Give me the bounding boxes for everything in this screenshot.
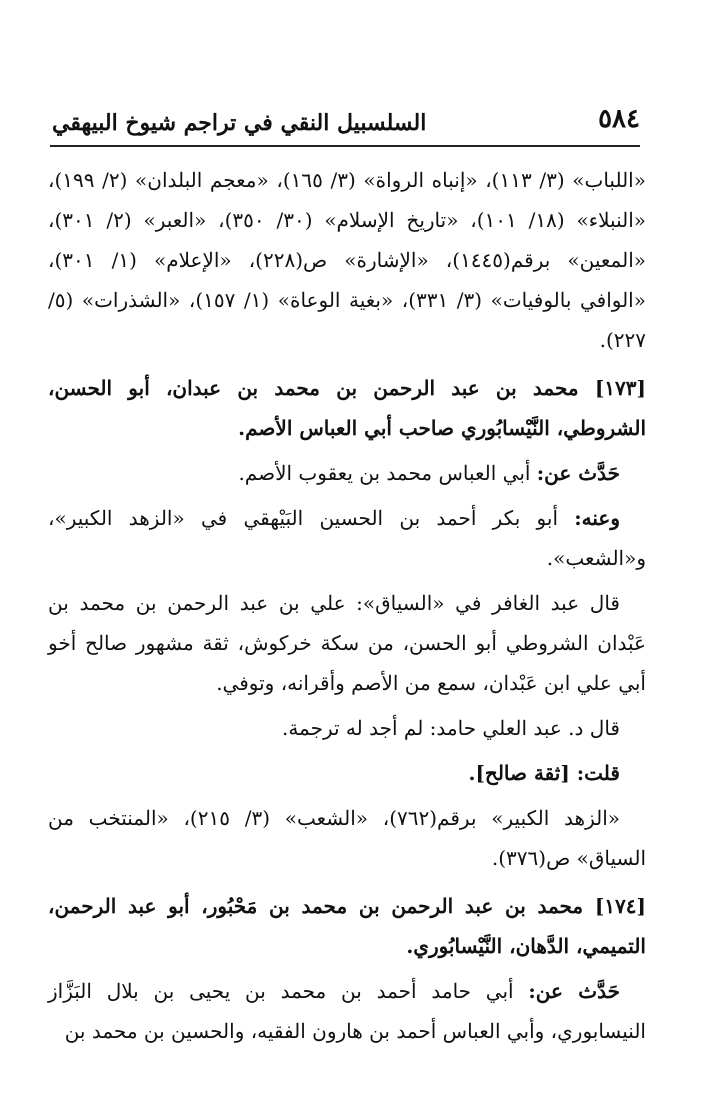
- hdth-label: حَدَّث عن:: [536, 461, 620, 485]
- hdth-text: أبي العباس محمد بن يعقوب الأصم.: [238, 461, 537, 485]
- entry-173-references: «الزهد الكبير» برقم(٧٦٢)، «الشعب» (٣/ ٢١٥)، «المنتخب من السياق» ص(٣٧٦).: [48, 806, 646, 870]
- entry-173-note: قال د. عبد العلي حامد: لم أجد له ترجمة.: [281, 716, 620, 740]
- page-body: [48, 160, 646, 1056]
- page-number: ٥٨٤: [598, 104, 640, 134]
- entry-173-verdict: قلت: [ثقة صالح].: [468, 761, 620, 785]
- entry-173-teachers: [48, 453, 646, 493]
- hdth-text: أبي حامد أحمد بن محمد بن يحيى بن بلال البَزَّاز النيسابوري، وأبي العباس أحمد بن هارون الفقيه، والحسين بن محمد بن: [48, 979, 646, 1043]
- entry-174-teachers: [48, 971, 646, 1051]
- entry-173-title: [١٧٣] محمد بن عبد الرحمن بن محمد بن عبدان، أبو الحسن، الشروطي، النَّيْسابُوري صاحب أبي العباس الأصم.: [48, 376, 646, 440]
- running-title: السلسبيل النقي في تراجم شيوخ البيهقي: [52, 110, 427, 136]
- hdth-label: حَدَّث عن:: [528, 979, 620, 1003]
- entry-173-quote: قال عبد الغافر في «السياق»: علي بن عبد الرحمن بن محمد بن عَبْدان الشروطي أبو الحسن، من سكة خركوش، ثقة مشهور صالح أخو أبي علي ابن عَبْدان، سمع من الأصم وأقرانه، وتوفي.: [48, 591, 646, 695]
- references-top: «اللباب» (٣/ ١١٣)، «إنباه الرواة» (٣/ ١٦٥)، «معجم البلدان» (٢/ ١٩٩)، «النبلاء» (١٨/ ١٠١)، «تاريخ الإسلام» (٣٠/ ٣٥٠)، «العبر» (٢/ ٣٠١)، «المعين» برقم(١٤٤٥)، «الإشارة» ص(٢٢٨)، «الإعلام» (١/ ٣٠١)، «الوافي بالوفيات» (٣/ ٣٣١)، «بغية الوعاة» (١/ ١٥٧)، «الشذرات» (٥/ ٢٢٧).: [48, 168, 646, 352]
- anhu-label: وعنه:: [574, 506, 620, 530]
- page-header: [52, 104, 640, 144]
- header-rule: [50, 145, 640, 147]
- anhu-text: أبو بكر أحمد بن الحسين البَيْهقي في «الزهد الكبير»، و«الشعب».: [48, 506, 646, 570]
- entry-174-title: [١٧٤] محمد بن عبد الرحمن بن محمد بن مَحْبُور، أبو عبد الرحمن، التميمي، الدَّهان، النَّيْسابُوري.: [48, 894, 646, 958]
- entry-173-students: [48, 498, 646, 578]
